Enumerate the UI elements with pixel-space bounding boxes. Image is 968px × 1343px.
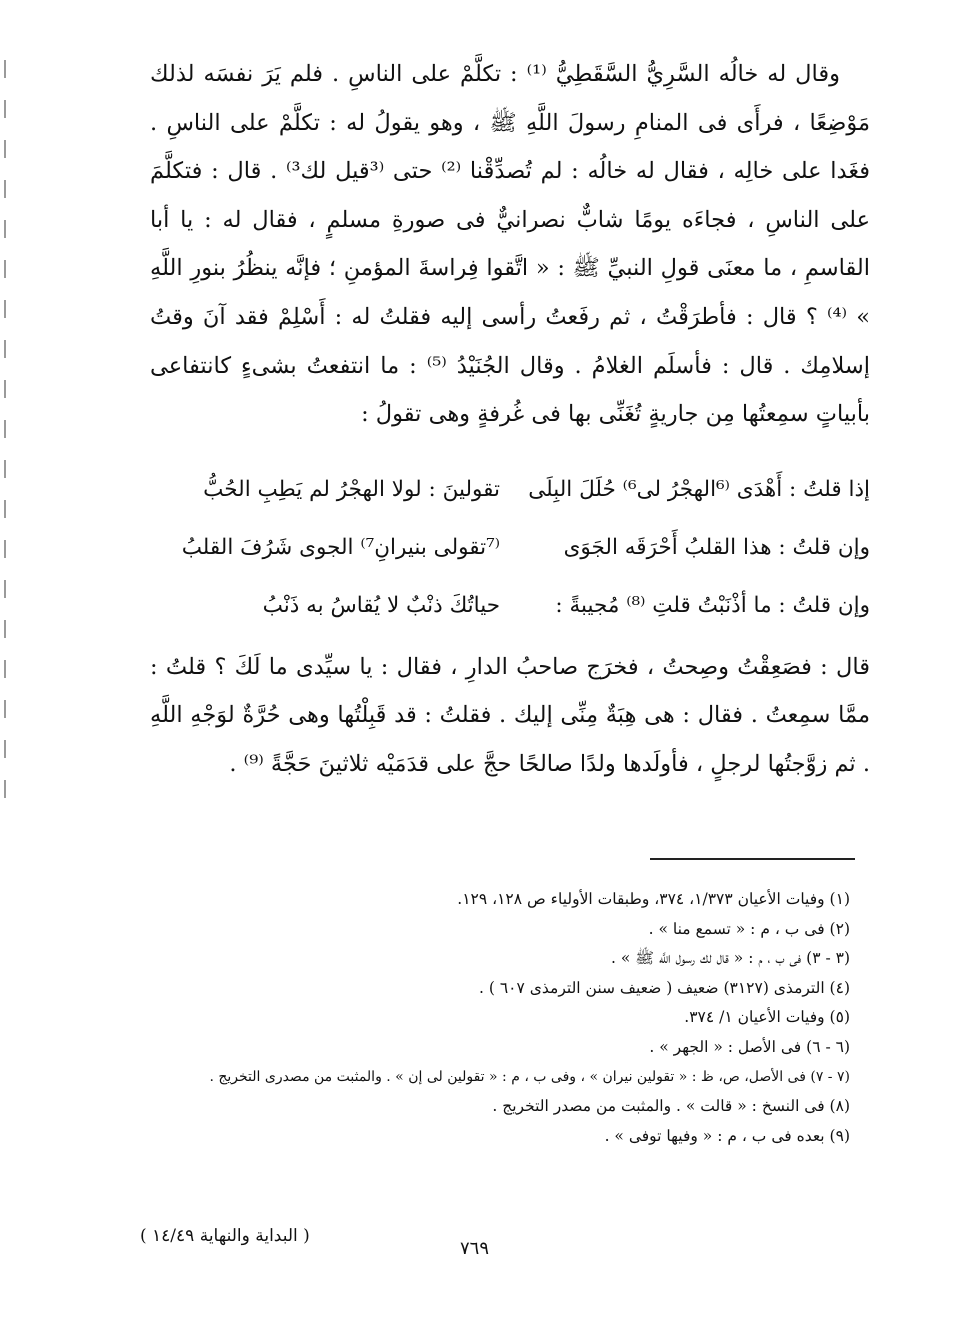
footnote-3: (٣ - ٣) فى ب ، م : « قال لك رسول اللَّه ﷺ » . bbox=[611, 949, 850, 968]
footnote-9: (٩) بعده فى ب ، م : « وفيها توفى » . bbox=[604, 1126, 850, 1145]
book-reference: ( البداية والنهاية ١٤/٤٩ ) bbox=[140, 1226, 310, 1246]
page-number: ٧٦٩ bbox=[460, 1238, 490, 1259]
footnote-6: (٦ - ٦) فى الأصل : « الجهر » . bbox=[649, 1037, 850, 1056]
footnote-separator bbox=[650, 858, 855, 860]
verse-1 bbox=[150, 461, 870, 519]
paragraph-2: قال : فصَعِقْتُ وصِحتُ ، فخرَج صاحبُ الدارِ ، فقال : يا سيِّدى ما لَكَ ؟ قلتُ : ممَّا سمِعتُ . فقال : هى هِبَةٌ مِنِّى إليك . فقلتُ : قد قَبِلْتُها وهى حُرَّةٌ لوَجْهِ اللَّهِ . ثم زوَّجتُها لرجلٍ ، فأولَدها ولدًا صالحًا حجَّ على قدَمَيْه ثلاثينَ حَجَّةً ⁽⁹⁾ . bbox=[150, 653, 870, 777]
verse-1-first-hemistich: إذا قلتُ : أَهْدَى ⁽⁶الهجْرُ لى⁶⁾ حُلَلَ البِلَى bbox=[528, 477, 870, 503]
footnote-7: (٧ - ٧) فى الأصل، ص، ظ : « تقولين نيران » ، وفى ب ، م : « تقولين لى إن » . والمثبت من مصدرى التخريج . bbox=[209, 1068, 850, 1085]
verse-3 bbox=[150, 577, 870, 635]
main-text bbox=[150, 50, 870, 789]
verse-2-second-hemistich: ⁽⁷تقولى بنيرانِ⁷⁾ الجوى شَرُفَ القلبُ bbox=[181, 535, 500, 561]
verse-1-second-hemistich: تقولينَ : لولا الهجْرُ لم يَطِبِ الحُبُّ bbox=[203, 477, 500, 503]
verse-3-first-hemistich: وإن قلتُ : ما أذْنَبْتُ قلتِ ⁽⁸⁾ مُجيبةً : bbox=[555, 593, 870, 619]
footnotes bbox=[130, 885, 850, 1151]
poem bbox=[150, 461, 870, 635]
footnote-2: (٢) فى ب ، م : « تسمع منا » . bbox=[648, 919, 850, 938]
paragraph-1: وقال له خالُه السَّرِيُّ السَّقَطِيُّ ⁽¹⁾ : تكلَّمْ على الناسِ . فلم يَرَ نفسَه لذلك مَوْضِعًا ، فرأَى فى المنامِ رسولَ اللَّهِ ﷺ ، وهو يقولُ له : تكلَّمْ على الناسِ . فغَدا على خالِه ، فقال له خالُه : لم تُصدِّقْنا ⁽²⁾ حتى ⁽³قيل لك³⁾ . قال : فتكلَّمَ على الناسِ ، فجاءَه يومًا شابٌّ نصرانيٌّ فى صورةِ مسلمٍ ، فقال له : يا أبا القاسمِ ، ما معنَى قولِ النبيِّ ﷺ : « اتَّقوا فِراسةَ المؤمنِ ؛ فإنَّه ينظُرُ بنورِ اللَّهِ » ⁽⁴⁾ ؟ قال : فأطرَقْتُ ، ثم رفَعتُ رأسى إليه فقلتُ له : أَسْلِمْ فقد آنَ وقتُ إسلامِك . قال : فأسلَم الغلامُ . وقال الجُنَيْدُ ⁽⁵⁾ : ما انتفعتُ بشىءٍ كانتفاعى بأبياتٍ سمِعتُها مِن جاريةٍ تُغَنِّى بها فى غُرفةٍ وهى تقولُ : bbox=[150, 61, 870, 428]
footnote-4: (٤) الترمذى (٣١٢٧) ضعيف ( ضعيف سنن الترمذى ٦٠٧ ) . bbox=[479, 978, 850, 997]
scan-edge-marks bbox=[4, 60, 6, 820]
verse-2-first-hemistich: وإن قلتُ : هذا القلبُ أَحْرَقَه الجَوَى bbox=[563, 535, 870, 561]
verse-2 bbox=[150, 519, 870, 577]
footnote-1: (١) وفيات الأعيان ١/٣٧٣، ٣٧٤، وطبقات الأولياء ص ١٢٨، ١٢٩. bbox=[457, 890, 850, 908]
footnote-5: (٥) وفيات الأعيان ١/ ٣٧٤. bbox=[684, 1008, 850, 1027]
verse-3-second-hemistich: حياتُكَ ذنْبٌ لا يُقاسُ به ذَنْبُ bbox=[262, 593, 500, 619]
footnote-8: (٨) فى النسخ : « قالت » . والمثبت من مصدر التخريج . bbox=[492, 1097, 850, 1116]
